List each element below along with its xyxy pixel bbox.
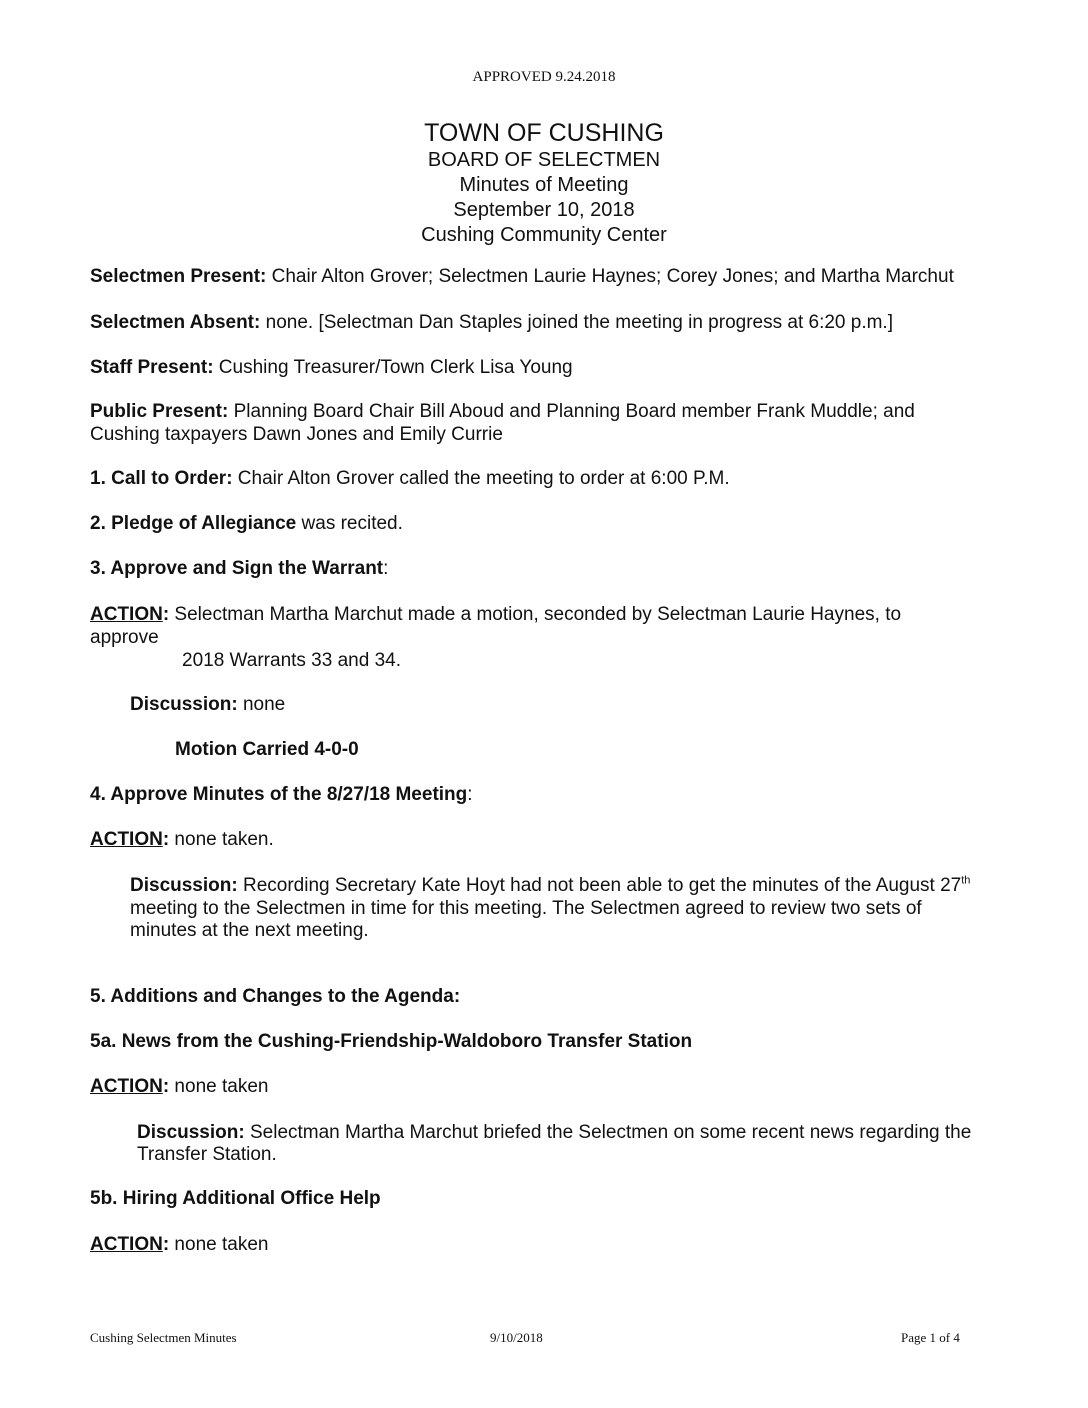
minutes-action bbox=[90, 829, 274, 851]
minutes-discussion bbox=[130, 875, 970, 897]
warrant-heading-label: 3. Approve and Sign the Warrant bbox=[90, 558, 384, 579]
hiring-action-label: ACTION bbox=[90, 1234, 163, 1255]
transfer-discussion-text-2: Transfer Station. bbox=[137, 1144, 277, 1165]
minutes-discussion-text-1: Recording Secretary Kate Hoyt had not been able to get the minutes of the August 27 bbox=[237, 875, 962, 896]
transfer-station-heading: 5a. News from the Cushing-Friendship-Waldoboro Transfer Station bbox=[90, 1031, 693, 1052]
warrant-action-text-2: approve bbox=[90, 627, 159, 648]
minutes-heading bbox=[90, 784, 473, 806]
warrant-action-label: ACTION bbox=[90, 604, 163, 625]
staff-present-label: Staff Present: bbox=[90, 357, 214, 378]
pledge-text: was recited. bbox=[296, 513, 403, 534]
pledge-of-allegiance bbox=[90, 513, 403, 535]
public-present-label: Public Present: bbox=[90, 401, 229, 422]
pledge-label: 2. Pledge of Allegiance bbox=[90, 513, 297, 534]
public-present bbox=[90, 401, 915, 423]
call-to-order-label: 1. Call to Order: bbox=[90, 468, 233, 489]
minutes-discussion-sup: th bbox=[961, 874, 971, 887]
minutes-action-colon: : bbox=[162, 829, 170, 850]
transfer-action-colon: : bbox=[162, 1076, 170, 1097]
transfer-action-text: none taken bbox=[169, 1076, 269, 1097]
footer-left: Cushing Selectmen Minutes bbox=[90, 1330, 237, 1345]
minutes-discussion-label: Discussion: bbox=[130, 875, 238, 896]
warrant-discussion-text: none bbox=[237, 694, 286, 715]
approval-stamp: APPROVED 9.24.2018 bbox=[472, 69, 616, 85]
call-to-order bbox=[90, 468, 730, 490]
warrant-action-text-1: Selectman Martha Marchut made a motion, seconded by Selectman Laurie Haynes, to bbox=[169, 604, 902, 625]
selectmen-present bbox=[90, 266, 954, 288]
document-header bbox=[0, 118, 1088, 248]
selectmen-absent bbox=[90, 312, 893, 334]
footer-date: 9/10/2018 bbox=[490, 1330, 543, 1345]
call-to-order-text: Chair Alton Grover called the meeting to order at 6:00 P.M. bbox=[232, 468, 730, 489]
warrant-motion-result: Motion Carried 4-0-0 bbox=[175, 739, 359, 760]
additions-heading: 5. Additions and Changes to the Agenda: bbox=[90, 986, 461, 1007]
meeting-location: Cushing Community Center bbox=[421, 224, 667, 246]
minutes-action-label: ACTION bbox=[90, 829, 163, 850]
hiring-action-text: none taken bbox=[169, 1234, 269, 1255]
meeting-date: September 10, 2018 bbox=[453, 199, 635, 221]
hiring-heading: 5b. Hiring Additional Office Help bbox=[90, 1188, 381, 1209]
warrant-action-colon: : bbox=[162, 604, 170, 625]
transfer-action-label: ACTION bbox=[90, 1076, 163, 1097]
staff-present bbox=[90, 357, 573, 379]
minutes-discussion-text-2: meeting to the Selectmen in time for this meeting. The Selectmen agreed to review two sets of bbox=[130, 898, 922, 919]
board-name: BOARD OF SELECTMEN bbox=[427, 149, 661, 171]
warrant-heading-colon: : bbox=[383, 558, 389, 579]
hiring-action bbox=[90, 1234, 268, 1256]
town-name: TOWN OF CUSHING bbox=[424, 119, 664, 147]
public-present-text-1: Planning Board Chair Bill Aboud and Planning Board member Frank Muddle; and bbox=[228, 401, 915, 422]
selectmen-present-text: Chair Alton Grover; Selectmen Laurie Haynes; Corey Jones; and Martha Marchut bbox=[266, 266, 954, 287]
minutes-action-text: none taken. bbox=[169, 829, 274, 850]
footer-page-number: Page 1 of 4 bbox=[901, 1330, 960, 1345]
document-title: Minutes of Meeting bbox=[459, 174, 629, 196]
staff-present-text: Cushing Treasurer/Town Clerk Lisa Young bbox=[213, 357, 573, 378]
public-present-text-2: Cushing taxpayers Dawn Jones and Emily Currie bbox=[90, 424, 503, 445]
hiring-action-colon: : bbox=[162, 1234, 170, 1255]
minutes-heading-label: 4. Approve Minutes of the 8/27/18 Meeting bbox=[90, 784, 468, 805]
transfer-discussion bbox=[137, 1122, 971, 1144]
transfer-action bbox=[90, 1076, 268, 1098]
transfer-discussion-text-1: Selectman Martha Marchut briefed the Selectmen on some recent news regarding the bbox=[244, 1122, 972, 1143]
warrant-heading bbox=[90, 558, 388, 580]
transfer-discussion-label: Discussion: bbox=[137, 1122, 245, 1143]
warrant-action bbox=[90, 604, 901, 626]
minutes-discussion-text-3: minutes at the next meeting. bbox=[130, 920, 369, 941]
warrant-action-text-3: 2018 Warrants 33 and 34. bbox=[182, 650, 401, 671]
warrant-discussion-label: Discussion: bbox=[130, 694, 238, 715]
selectmen-absent-text: none. [Selectman Dan Staples joined the meeting in progress at 6:20 p.m.] bbox=[260, 312, 893, 333]
minutes-heading-colon: : bbox=[467, 784, 473, 805]
warrant-discussion bbox=[130, 694, 285, 716]
selectmen-absent-label: Selectmen Absent: bbox=[90, 312, 261, 333]
selectmen-present-label: Selectmen Present: bbox=[90, 266, 267, 287]
